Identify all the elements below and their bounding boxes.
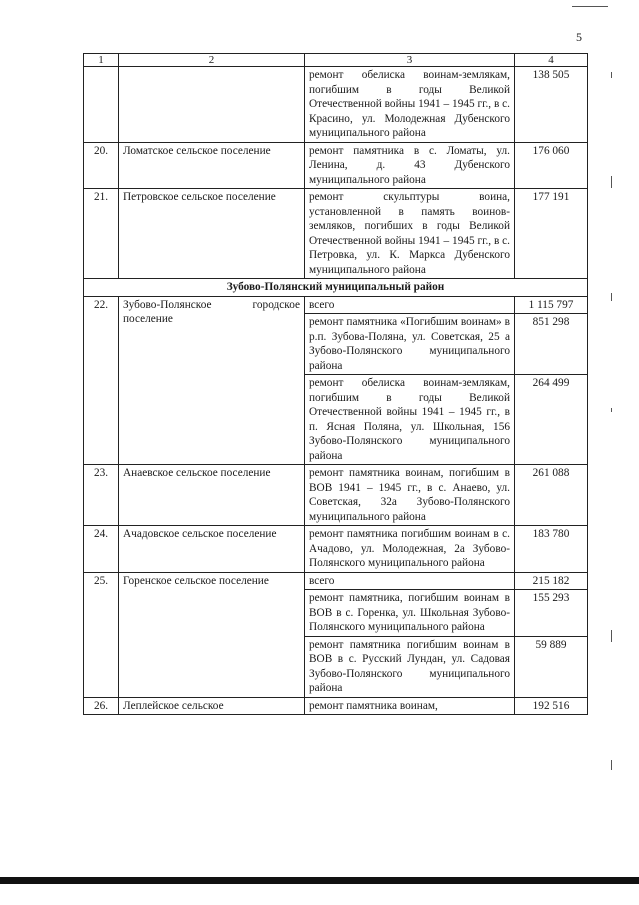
settlement-name: Зубово-Полянское городское поселение: [119, 296, 305, 465]
work-description: всего: [305, 572, 515, 590]
work-description: ремонт памятника воинам,: [305, 697, 515, 715]
scan-mark-right-5: [611, 630, 612, 642]
work-description: ремонт обелиска воинам-землякам, погибшим в годы Великой Отечественной войны 1941 – 1945 гг., в с. Красино, ул. Молодежная Дубенского муниципального района: [305, 67, 515, 143]
amount: 192 516: [515, 697, 588, 715]
table-row: [84, 572, 588, 590]
table-row: [84, 697, 588, 715]
scan-mark-right-1: [611, 72, 612, 78]
header-col-2: 2: [119, 54, 305, 67]
scan-mark-right-4: [611, 408, 612, 412]
amount: 177 191: [515, 189, 588, 279]
header-col-1: 1: [84, 54, 119, 67]
region-heading: Зубово-Полянский муниципальный район: [84, 279, 588, 297]
work-description: ремонт памятника воинам, погибшим в ВОВ 1941 – 1945 гг., в с. Анаево, ул. Советская, 32а Зубово-Полянского муниципального района: [305, 465, 515, 526]
row-number: 21.: [84, 189, 119, 279]
scan-mark-right-6: [611, 760, 612, 770]
settlement-name: Петровское сельское поселение: [119, 189, 305, 279]
amount: 59 889: [515, 636, 588, 697]
table-row: [84, 465, 588, 526]
amount: 261 088: [515, 465, 588, 526]
work-description: ремонт скульптуры воина, установленной в память воинов-земляков, погибших в годы Великой Отечественной войны 1941 – 1945 гг., в с. Петровка, ул. К. Маркса Дубенского муниципального района: [305, 189, 515, 279]
settlement-name: Анаевское сельское поселение: [119, 465, 305, 526]
table-row: [84, 142, 588, 189]
settlement-name: Горенское сельское поселение: [119, 572, 305, 697]
work-description: всего: [305, 296, 515, 314]
amount: 851 298: [515, 314, 588, 375]
table-row: [84, 526, 588, 573]
table-row: [84, 67, 588, 143]
scan-mark-right-3: [611, 293, 612, 301]
allocation-table: [83, 53, 588, 715]
row-number: 20.: [84, 142, 119, 189]
work-description: ремонт памятника в с. Ломаты, ул. Ленина, д. 43 Дубенского муниципального района: [305, 142, 515, 189]
work-description: ремонт памятника, погибшим воинам в ВОВ в с. Горенка, ул. Школьная Зубово-Полянского муниципального района: [305, 590, 515, 637]
row-number: 24.: [84, 526, 119, 573]
work-description: ремонт обелиска воинам-землякам, погибшим в годы Великой Отечественной войны 1941 – 1945 гг., в п. Ясная Поляна, ул. Школьная, 156 Зубово-Полянского муниципального района: [305, 375, 515, 465]
settlement-name: [119, 67, 305, 143]
row-number: 22.: [84, 296, 119, 465]
row-number: 26.: [84, 697, 119, 715]
work-description: ремонт памятника «Погибшим воинам» в р.п. Зубова-Поляна, ул. Советская, 25 а Зубово-Полянского муниципального района: [305, 314, 515, 375]
work-description: ремонт памятника погибшим воинам в с. Ачадово, ул. Молодежная, 2а Зубово-Полянского муниципального района: [305, 526, 515, 573]
amount: 215 182: [515, 572, 588, 590]
scan-mark-top: [572, 6, 608, 7]
amount: 138 505: [515, 67, 588, 143]
header-col-3: 3: [305, 54, 515, 67]
work-description: ремонт памятника погибшим воинам в ВОВ в с. Русский Лундан, ул. Садовая Зубово-Полянского муниципального района: [305, 636, 515, 697]
amount: 264 499: [515, 375, 588, 465]
table-header-row: [84, 54, 588, 67]
header-col-4: 4: [515, 54, 588, 67]
amount: 1 115 797: [515, 296, 588, 314]
scan-mark-right-2: [611, 176, 612, 188]
row-number: 25.: [84, 572, 119, 697]
settlement-name: Ачадовское сельское поселение: [119, 526, 305, 573]
settlement-name: Леплейское сельское: [119, 697, 305, 715]
page-number: 5: [576, 30, 582, 44]
amount: 183 780: [515, 526, 588, 573]
region-row: [84, 279, 588, 297]
row-number: 23.: [84, 465, 119, 526]
amount: 176 060: [515, 142, 588, 189]
settlement-name: Ломатское сельское поселение: [119, 142, 305, 189]
table-row: [84, 189, 588, 279]
table-row: [84, 296, 588, 314]
amount: 155 293: [515, 590, 588, 637]
scan-bottom-bar: [0, 877, 639, 884]
row-number: [84, 67, 119, 143]
